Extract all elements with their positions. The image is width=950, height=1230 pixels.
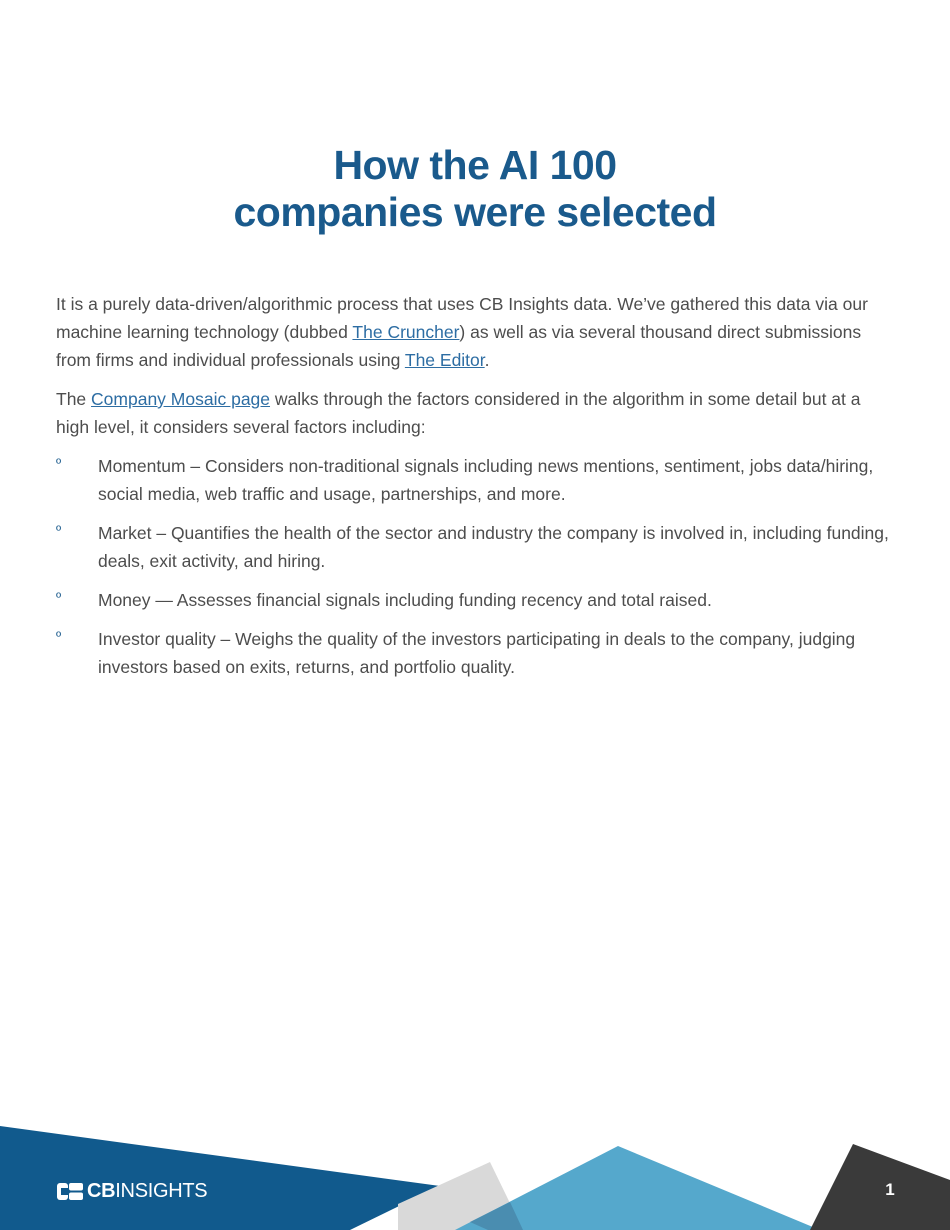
intro-text-1: It is a purely data-driven/algorithmic process that uses CB Insights data. We’ve gathered this data via our machine learning technology (dubbed	[56, 294, 868, 342]
factor-text: Investor quality – Weighs the quality of the investors participating in deals to the company, judging investors based on exits, returns, and portfolio quality.	[98, 629, 856, 677]
page-title-line2: companies were selected	[233, 189, 717, 235]
list-item	[56, 625, 898, 681]
footer-navy-shape	[0, 1126, 440, 1230]
factor-text: Market – Quantifies the health of the sector and industry the company is involved in, including funding, deals, exit activity, and hiring.	[98, 523, 889, 571]
list-item	[56, 586, 898, 614]
company-mosaic-link[interactable]: Company Mosaic page	[91, 389, 271, 409]
cb-logo-mark-icon	[57, 1183, 83, 1200]
mosaic-text-2: walks through the factors considered in the algorithm in some detail but at a high level, it considers several factors including:	[56, 389, 861, 437]
bullet-icon: º	[56, 589, 62, 605]
footer-shapes	[0, 1120, 950, 1230]
body-content	[56, 290, 898, 692]
list-item	[56, 519, 898, 575]
intro-paragraph	[56, 290, 898, 374]
mosaic-paragraph	[56, 385, 898, 441]
the-cruncher-link[interactable]: The Cruncher	[352, 322, 460, 342]
bullet-icon: º	[56, 455, 62, 471]
page-number: 1	[885, 1180, 895, 1199]
intro-text-3: .	[484, 350, 490, 370]
page-title-line1: How the AI 100	[333, 142, 617, 188]
factor-text: Momentum – Considers non-traditional signals including news mentions, sentiment, jobs data/hiring, social media, web traffic and usage, partnerships, and more.	[98, 456, 874, 504]
factors-list	[56, 452, 898, 681]
the-editor-link[interactable]: The Editor	[404, 350, 485, 370]
intro-text-2: ) as well as via several thousand direct submissions from firms and individual professionals using	[56, 322, 862, 370]
list-item	[56, 452, 898, 508]
logo-cb-text: CB	[87, 1179, 116, 1202]
bullet-icon: º	[56, 628, 62, 644]
factor-text: Money — Assesses financial signals including funding recency and total raised.	[98, 590, 712, 610]
mosaic-text-1: The	[56, 389, 92, 409]
bullet-icon: º	[56, 522, 62, 538]
footer-banner	[0, 1120, 950, 1230]
logo-insights-text: INSIGHTS	[115, 1179, 208, 1202]
page-title	[0, 142, 950, 236]
cb-insights-logo	[57, 1180, 207, 1202]
